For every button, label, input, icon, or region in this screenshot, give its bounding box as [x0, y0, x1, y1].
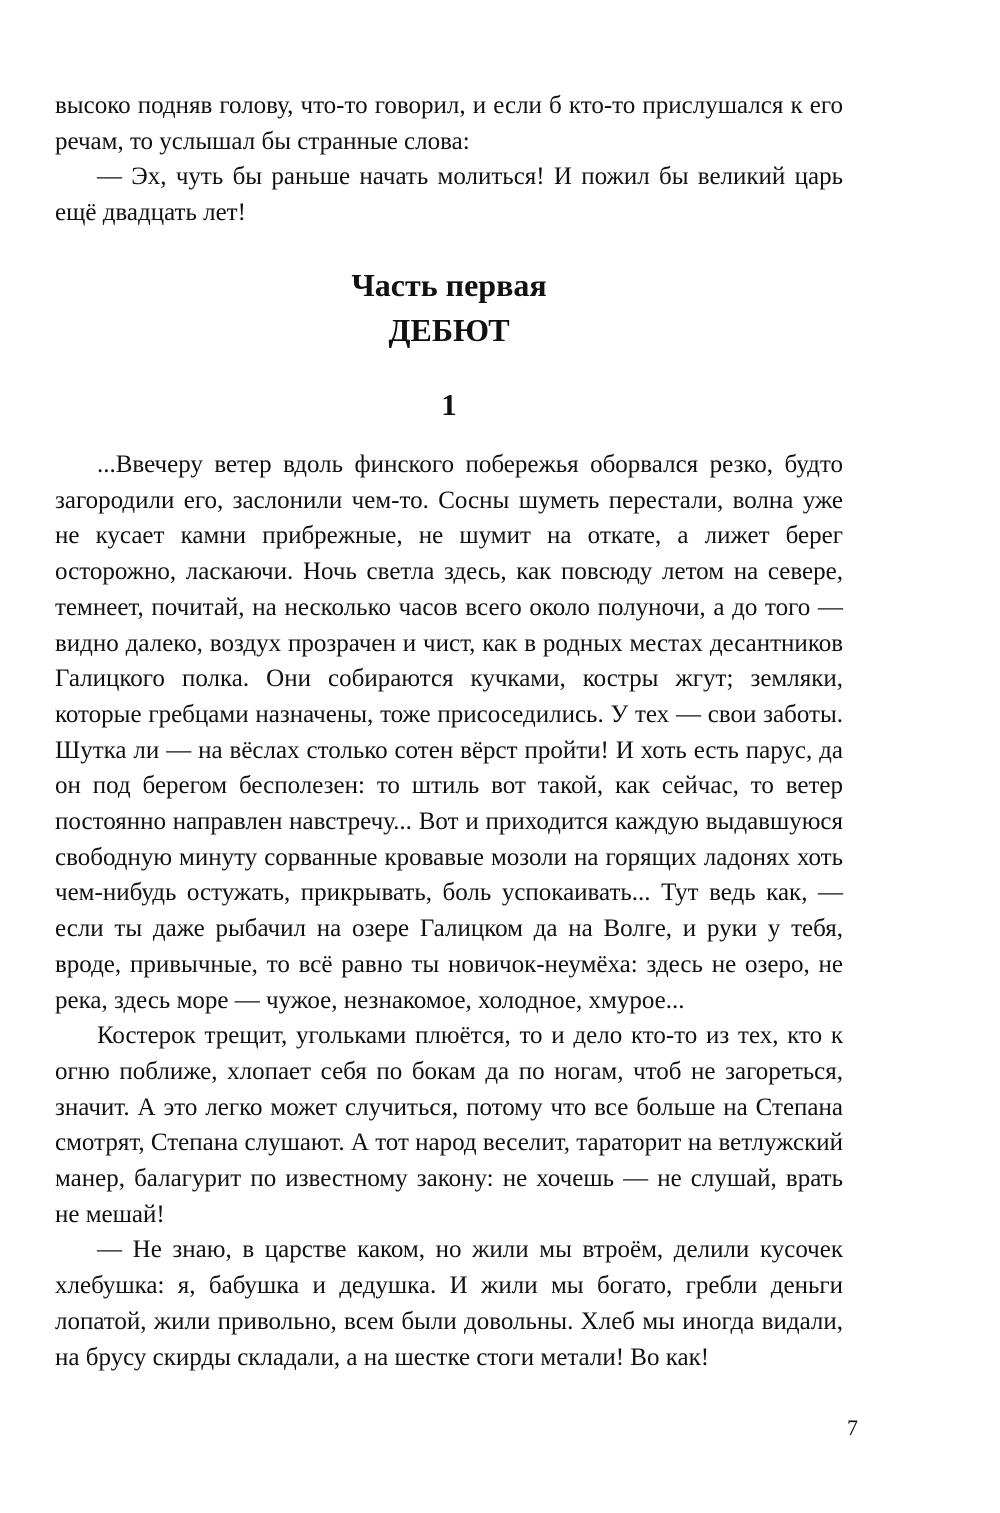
- paragraph: — Не знаю, в царстве каком, но жили мы втроём, делили кусочек хлебушка: я, бабушка и дедушка. И жили мы богато, гребли деньги лопатой, жили привольно, всем были довольны. Хлеб мы иногда видали, на брусу скирды складали, а на шестке стоги метали! Во как!: [55, 1236, 843, 1371]
- chapter-number: 1: [441, 387, 457, 422]
- chapter-text: [55, 447, 843, 1375]
- part-title: Часть первая: [351, 267, 547, 303]
- paragraph: Костерок трещит, угольками плюётся, то и дело кто-то из тех, кто к огню поближе, хлопает себя по бокам да по ногам, чтоб не загореться, значит. А это легко может случиться, потому что все больше на Степана смотрят, Степана слушают. А тот народ веселит, тараторит на ветлужский манер, балагурит по известному закону: не хочешь — не слушай, врать не мешай!: [55, 1022, 843, 1228]
- paragraph: — Эх, чуть бы раньше начать молиться! И пожил бы великий царь ещё двадцать лет!: [55, 163, 843, 227]
- part-subtitle: ДЕБЮТ: [388, 312, 510, 348]
- page-number: 7: [847, 1415, 858, 1440]
- paragraph: ...Ввечеру ветер вдоль финского побережья оборвался резко, будто загородили его, заслонили чем-то. Сосны шуметь перестали, волна уже не кусает камни прибрежные, не шумит на откате, а лижет берег осторожно, ласкаючи. Ночь светла здесь, как повсюду летом на севере, темнеет, почитай, на несколько часов всего около полуночи, а до того — видно далеко, воздух прозрачен и чист, как в родных местах десантников Галицкого полка. Они собираются кучками, костры жгут; земляки, которые гребцами назначены, тоже присоседились. У тех — свои заботы. Шутка ли — на вёслах столько сотен вёрст пройти! И хоть есть парус, да он под берегом бесполезен: то штиль вот такой, как сейчас, то ветер постоянно направлен навстречу... Вот и приходится каждую выдавшуюся свободную минуту сорванные кровавые мозоли на горящих ладонях хоть чем-нибудь остужать, прикрывать, боль успокаивать... Тут ведь как, — если ты даже рыбачил на озере Галицком да на Волге, и руки у тебя, вроде, привычные, то всё равно ты новичок-неумёха: здесь не озеро, не река, здесь море — чужое, незнакомое, холодное, хмурое...: [55, 451, 843, 1014]
- paragraph: высоко подняв голову, что-то говорил, и если б кто-то прислушался к его речам, то услышал бы странные слова:: [55, 92, 843, 155]
- intro-text: [55, 88, 843, 231]
